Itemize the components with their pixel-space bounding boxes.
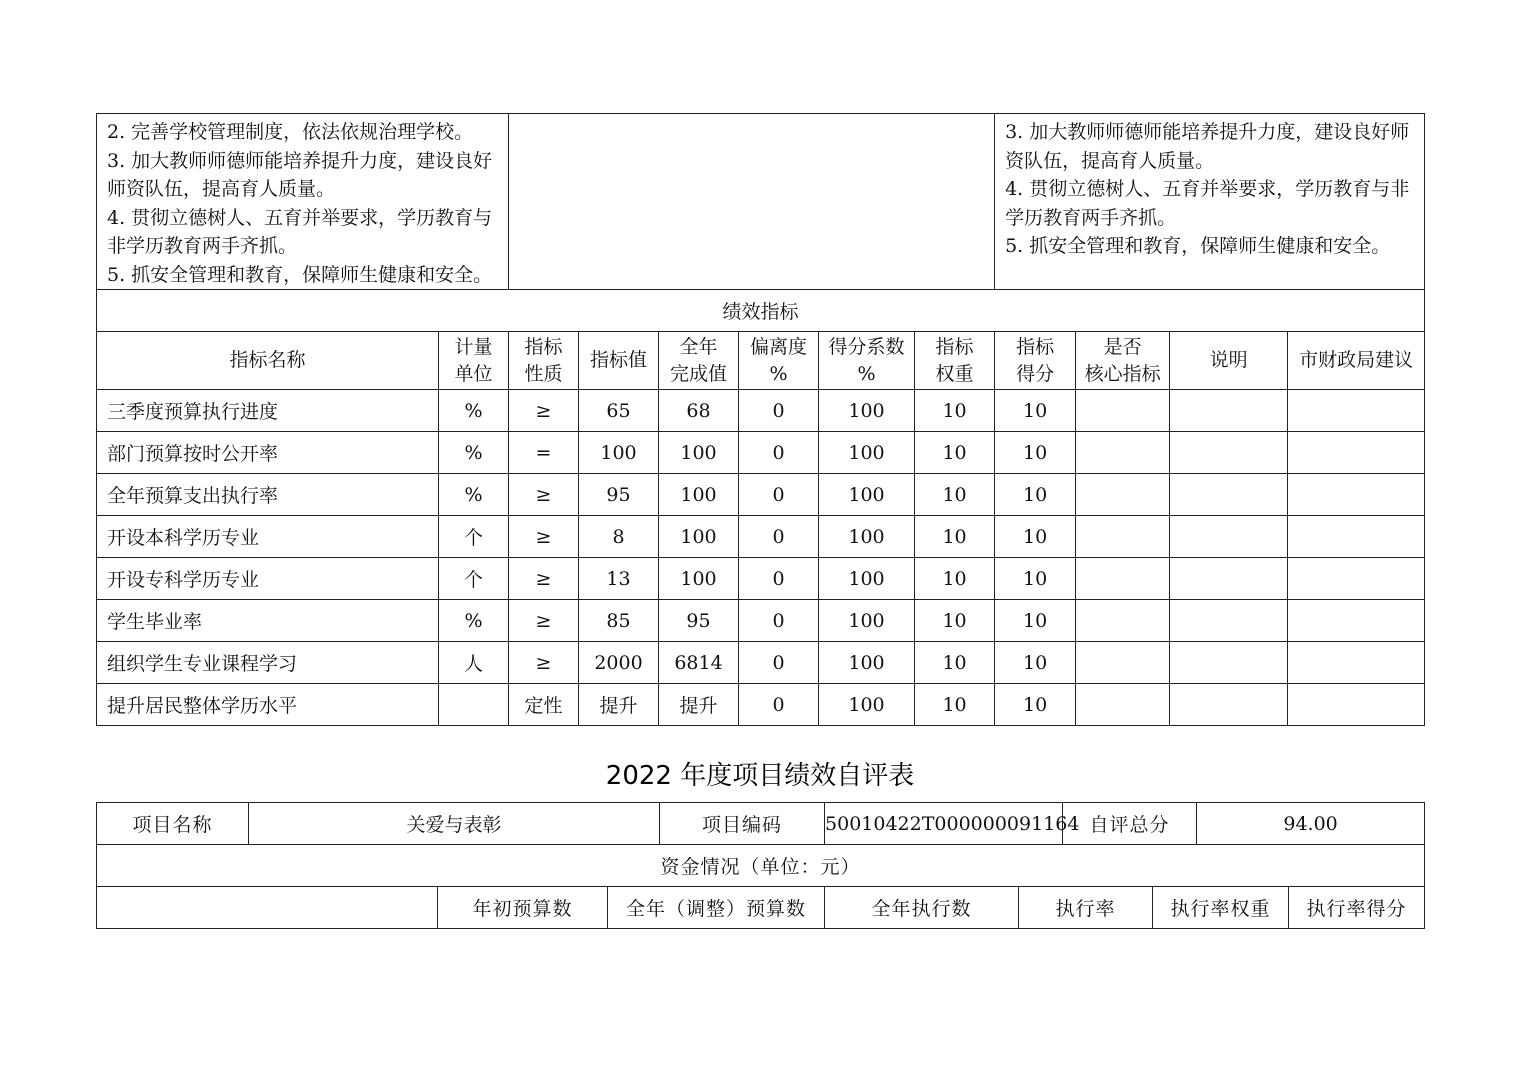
indicator-value-cell: 10 bbox=[995, 684, 1076, 726]
indicator-value-cell: ≥ bbox=[509, 474, 579, 516]
table-row bbox=[97, 432, 1425, 474]
indicator-value-cell: ≥ bbox=[509, 390, 579, 432]
indicator-value-cell: 10 bbox=[915, 684, 995, 726]
indicator-value-cell: % bbox=[439, 474, 509, 516]
header-line: 指标 bbox=[935, 335, 974, 358]
indicator-value-cell: 100 bbox=[819, 684, 915, 726]
indicator-header-cell bbox=[739, 332, 819, 390]
indicator-value-cell bbox=[1076, 600, 1170, 642]
funds-header-cell: 全年执行数 bbox=[825, 887, 1019, 929]
indicator-value-cell: 10 bbox=[915, 432, 995, 474]
table-row bbox=[97, 390, 1425, 432]
header-line: 说明 bbox=[1209, 349, 1248, 371]
indicator-value-cell: 2000 bbox=[579, 642, 659, 684]
indicator-value-cell: 10 bbox=[995, 516, 1076, 558]
indicator-name-cell: 组织学生专业课程学习 bbox=[97, 642, 439, 684]
indicator-value-cell: 个 bbox=[439, 558, 509, 600]
indicator-value-cell bbox=[1170, 642, 1288, 684]
indicator-value-cell bbox=[1288, 558, 1425, 600]
table-row bbox=[97, 516, 1425, 558]
indicator-value-cell bbox=[1288, 432, 1425, 474]
indicator-header-cell bbox=[659, 332, 739, 390]
indicator-value-cell: 100 bbox=[659, 474, 739, 516]
goal-line: 5. 抓安全管理和教育，保障师生健康和安全。 bbox=[107, 263, 493, 286]
indicator-value-cell: 100 bbox=[819, 642, 915, 684]
indicator-value-cell: = bbox=[509, 432, 579, 474]
indicator-value-cell: 6814 bbox=[659, 642, 739, 684]
goals-row bbox=[97, 114, 1425, 290]
indicator-value-cell bbox=[1288, 516, 1425, 558]
indicator-value-cell: 10 bbox=[915, 390, 995, 432]
header-line: 权重 bbox=[935, 362, 974, 385]
indicator-value-cell bbox=[1288, 474, 1425, 516]
funds-title: 资金情况（单位：元） bbox=[97, 845, 1425, 887]
indicator-value-cell: 0 bbox=[739, 516, 819, 558]
indicator-value-cell bbox=[1170, 390, 1288, 432]
table-row bbox=[97, 474, 1425, 516]
indicator-name-cell: 部门预算按时公开率 bbox=[97, 432, 439, 474]
score-value: 94.00 bbox=[1197, 803, 1425, 845]
indicator-value-cell: 10 bbox=[995, 642, 1076, 684]
header-line: 单位 bbox=[454, 362, 493, 385]
indicator-value-cell bbox=[1170, 516, 1288, 558]
funds-header-row bbox=[97, 887, 1425, 929]
indicator-value-cell: 10 bbox=[915, 642, 995, 684]
indicator-value-cell bbox=[1288, 600, 1425, 642]
project-code-value: 50010422T000000091164 bbox=[825, 803, 1063, 845]
indicator-value-cell: 100 bbox=[819, 432, 915, 474]
indicator-value-cell bbox=[1288, 642, 1425, 684]
header-line: 完成值 bbox=[670, 362, 728, 385]
indicator-value-cell: 65 bbox=[579, 390, 659, 432]
table-row bbox=[97, 558, 1425, 600]
indicator-value-cell bbox=[1076, 474, 1170, 516]
indicator-value-cell: 100 bbox=[659, 516, 739, 558]
header-line: % bbox=[857, 362, 876, 385]
performance-table bbox=[96, 113, 1425, 726]
indicator-value-cell: 10 bbox=[915, 558, 995, 600]
funds-header-cell: 执行率 bbox=[1019, 887, 1153, 929]
indicator-value-cell: 0 bbox=[739, 474, 819, 516]
indicator-value-cell: 10 bbox=[915, 600, 995, 642]
project-name-value: 关爱与表彰 bbox=[249, 803, 660, 845]
goal-line: 2. 完善学校管理制度，依法依规治理学校。 bbox=[107, 121, 474, 143]
header-line: 指标值 bbox=[590, 349, 648, 371]
funds-header-cell bbox=[97, 887, 438, 929]
table-row bbox=[97, 684, 1425, 726]
indicator-value-cell bbox=[439, 684, 509, 726]
indicator-value-cell: % bbox=[439, 432, 509, 474]
indicator-value-cell: 0 bbox=[739, 432, 819, 474]
funds-header-cell: 年初预算数 bbox=[438, 887, 608, 929]
indicator-value-cell: 0 bbox=[739, 642, 819, 684]
indicator-value-cell bbox=[1076, 390, 1170, 432]
indicator-header-cell bbox=[1170, 332, 1288, 390]
indicator-value-cell bbox=[1076, 432, 1170, 474]
indicator-value-cell: % bbox=[439, 390, 509, 432]
indicator-value-cell: 100 bbox=[819, 558, 915, 600]
goals-left-cell bbox=[97, 114, 509, 290]
indicator-value-cell: 10 bbox=[915, 516, 995, 558]
header-line: 指标名称 bbox=[229, 349, 306, 371]
indicator-value-cell: ≥ bbox=[509, 642, 579, 684]
indicator-value-cell: 0 bbox=[739, 684, 819, 726]
indicator-value-cell bbox=[1076, 684, 1170, 726]
indicator-value-cell bbox=[1076, 516, 1170, 558]
header-line: 计量 bbox=[454, 335, 493, 358]
goal-line: 3. 加大教师师德师能培养提升力度，建设良好师资队伍，提高育人质量。 bbox=[107, 149, 493, 200]
goal-line: 5. 抓安全管理和教育，保障师生健康和安全。 bbox=[1005, 235, 1391, 257]
indicator-value-cell bbox=[1170, 600, 1288, 642]
document-title: 2022 年度项目绩效自评表 bbox=[605, 761, 915, 791]
header-line: % bbox=[769, 362, 788, 385]
indicator-value-cell: 提升 bbox=[659, 684, 739, 726]
header-line: 核心指标 bbox=[1084, 362, 1161, 385]
indicator-value-cell: 人 bbox=[439, 642, 509, 684]
section-title: 绩效指标 bbox=[97, 290, 1425, 332]
header-line: 指标 bbox=[1016, 335, 1055, 358]
goal-line: 4. 贯彻立德树人、五育并举要求，学历教育与非学历教育两手齐抓。 bbox=[107, 206, 493, 257]
indicator-value-cell: 0 bbox=[739, 600, 819, 642]
goal-line: 3. 加大教师师德师能培养提升力度，建设良好师资队伍，提高育人质量。 bbox=[1005, 121, 1410, 172]
score-label: 自评总分 bbox=[1063, 803, 1197, 845]
goal-line: 4. 贯彻立德树人、五育并举要求，学历教育与非学历教育两手齐抓。 bbox=[1005, 178, 1410, 229]
table-row bbox=[97, 642, 1425, 684]
indicator-value-cell bbox=[1076, 642, 1170, 684]
indicator-value-cell: 0 bbox=[739, 390, 819, 432]
indicator-value-cell: ≥ bbox=[509, 600, 579, 642]
indicator-value-cell: 100 bbox=[819, 516, 915, 558]
indicator-value-cell bbox=[1170, 474, 1288, 516]
indicator-value-cell: 85 bbox=[579, 600, 659, 642]
indicator-value-cell bbox=[1170, 432, 1288, 474]
funds-header-cell: 执行率得分 bbox=[1289, 887, 1425, 929]
indicator-header-cell bbox=[995, 332, 1076, 390]
indicator-name-cell: 开设本科学历专业 bbox=[97, 516, 439, 558]
indicator-value-cell: 100 bbox=[819, 390, 915, 432]
header-line: 指标 bbox=[524, 335, 563, 358]
indicator-name-cell: 全年预算支出执行率 bbox=[97, 474, 439, 516]
indicator-value-cell bbox=[1170, 558, 1288, 600]
indicator-value-cell: 10 bbox=[995, 600, 1076, 642]
indicator-value-cell: 100 bbox=[659, 558, 739, 600]
indicator-value-cell: 0 bbox=[739, 558, 819, 600]
header-line: 得分系数 bbox=[828, 335, 905, 358]
indicator-value-cell bbox=[1170, 684, 1288, 726]
header-line: 是否 bbox=[1103, 335, 1142, 358]
indicator-header-cell bbox=[509, 332, 579, 390]
indicator-value-cell: 10 bbox=[995, 474, 1076, 516]
indicator-header-cell bbox=[439, 332, 509, 390]
indicator-header-row bbox=[97, 332, 1425, 390]
header-line: 性质 bbox=[524, 362, 563, 385]
funds-header-cell: 全年（调整）预算数 bbox=[608, 887, 825, 929]
indicator-value-cell: % bbox=[439, 600, 509, 642]
project-table bbox=[96, 802, 1425, 929]
indicator-value-cell: 8 bbox=[579, 516, 659, 558]
project-name-label: 项目名称 bbox=[97, 803, 249, 845]
indicator-value-cell bbox=[1076, 558, 1170, 600]
header-line: 偏离度 bbox=[750, 335, 808, 358]
indicator-value-cell: 10 bbox=[995, 432, 1076, 474]
indicator-name-cell: 三季度预算执行进度 bbox=[97, 390, 439, 432]
indicator-value-cell: ≥ bbox=[509, 516, 579, 558]
project-code-label: 项目编码 bbox=[660, 803, 825, 845]
indicator-value-cell: 个 bbox=[439, 516, 509, 558]
indicator-value-cell bbox=[1288, 390, 1425, 432]
indicator-value-cell bbox=[1288, 684, 1425, 726]
header-line: 市财政局建议 bbox=[1299, 349, 1414, 371]
indicator-value-cell: 100 bbox=[659, 432, 739, 474]
header-line: 得分 bbox=[1016, 362, 1055, 385]
indicator-value-cell: 68 bbox=[659, 390, 739, 432]
indicator-value-cell: 10 bbox=[995, 558, 1076, 600]
indicator-header-cell bbox=[1288, 332, 1425, 390]
indicator-value-cell: 定性 bbox=[509, 684, 579, 726]
indicator-name-cell: 学生毕业率 bbox=[97, 600, 439, 642]
indicator-header-cell bbox=[1076, 332, 1170, 390]
funds-header-cell: 执行率权重 bbox=[1153, 887, 1289, 929]
indicator-value-cell: 提升 bbox=[579, 684, 659, 726]
table-row bbox=[97, 600, 1425, 642]
indicator-value-cell: 100 bbox=[579, 432, 659, 474]
indicator-header-cell bbox=[579, 332, 659, 390]
indicator-header-cell bbox=[819, 332, 915, 390]
project-info-row bbox=[97, 803, 1425, 845]
indicator-header-cell bbox=[915, 332, 995, 390]
indicator-value-cell: ≥ bbox=[509, 558, 579, 600]
header-line: 全年 bbox=[679, 335, 718, 358]
indicator-name-cell: 提升居民整体学历水平 bbox=[97, 684, 439, 726]
indicator-value-cell: 95 bbox=[659, 600, 739, 642]
indicator-value-cell: 13 bbox=[579, 558, 659, 600]
goals-right-cell bbox=[995, 114, 1425, 290]
indicator-value-cell: 100 bbox=[819, 600, 915, 642]
indicator-value-cell: 95 bbox=[579, 474, 659, 516]
indicator-value-cell: 100 bbox=[819, 474, 915, 516]
indicator-header-cell bbox=[97, 332, 439, 390]
goals-middle-cell bbox=[509, 114, 995, 290]
indicator-name-cell: 开设专科学历专业 bbox=[97, 558, 439, 600]
indicator-value-cell: 10 bbox=[995, 390, 1076, 432]
indicator-value-cell: 10 bbox=[915, 474, 995, 516]
